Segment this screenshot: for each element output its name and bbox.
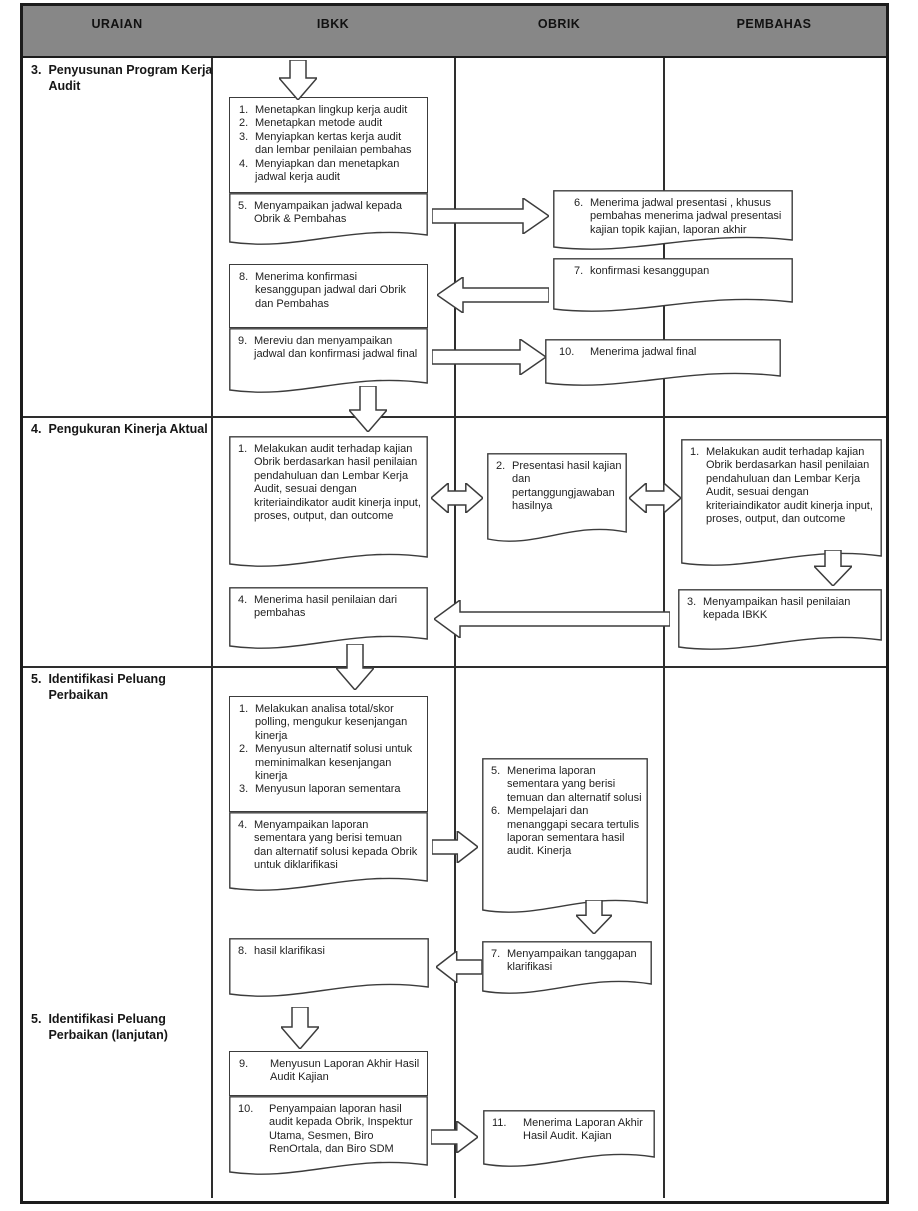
- document-box-s5-ibkk-4: [229, 812, 428, 894]
- item-text: Menerima hasil penilaian dari pembahas: [254, 594, 398, 620]
- flow-arrow-left-icon: [434, 600, 670, 638]
- item-number: 6.: [574, 197, 584, 209]
- item-text: konfirmasi kesanggupan: [590, 265, 710, 277]
- document-box-s3-obrik-10: [545, 339, 781, 389]
- document-box-s3-ibkk-5: [229, 193, 428, 248]
- flow-arrow-down-icon: [814, 550, 852, 586]
- section-title: Identifikasi Peluang Perbaikan: [48, 672, 166, 702]
- item-number: 4.: [239, 157, 249, 170]
- row-divider-1: [23, 416, 886, 418]
- item-text: Menyusun Laporan Akhir Hasil Audit Kajian: [270, 1058, 420, 1084]
- item-text: Melakukan audit terhadap kajian Obrik berdasarkan hasil penilaian pendahuluan dan Lembar Kerja Audit, sesuai dengan kriteriaindikator audit kinerja input, proses, output, dan outcome: [706, 446, 873, 526]
- flow-arrow-right-icon: [431, 1121, 478, 1153]
- document-box-s4-ibkk-1: [229, 436, 428, 570]
- item-number: 3.: [239, 130, 249, 143]
- item-text: Menyiapkan kertas kerja audit dan lembar penilaian pembahas: [255, 130, 412, 157]
- flow-arrow-down-icon: [279, 60, 317, 100]
- flow-arrow-down-icon: [349, 386, 387, 432]
- header-cell-uraian: URAIAN: [91, 17, 143, 31]
- document-box-s3-obrik-6: [553, 190, 793, 253]
- document-box-s4-pembahas-3: [678, 589, 882, 653]
- item-text: Menyusun laporan sementara: [255, 783, 401, 796]
- item-number: 3.: [687, 596, 697, 608]
- item-number: 5.: [238, 200, 248, 212]
- item-text: Menyampaikan tanggapan klarifikasi: [507, 948, 637, 974]
- flow-arrow-right-icon: [432, 198, 549, 234]
- item-text: Mempelajari dan menanggapi secara tertulis laporan sementara hasil audit. Kinerja: [507, 805, 640, 858]
- item-number: 8.: [239, 271, 249, 283]
- flow-arrow-left-icon: [436, 951, 482, 983]
- flow-arrow-left-icon: [437, 277, 549, 313]
- document-box-s5-ibkk-8: [229, 938, 429, 1000]
- flow-arrow-double-horizontal-icon: [431, 483, 483, 513]
- table-header: [23, 6, 886, 58]
- item-text: Mereviu dan menyampaikan jadwal dan konfirmasi jadwal final: [254, 335, 418, 361]
- header-cell-ibkk: IBKK: [316, 17, 350, 31]
- item-text: Penyampaian laporan hasil audit kepada Obrik, Inspektur Utama, Sesmen, Biro RenOrtala, dan Biro SDM: [269, 1103, 413, 1156]
- header-cell-obrik: OBRIK: [537, 17, 581, 31]
- item-text: Menerima Laporan Akhir Hasil Audit. Kajian: [523, 1117, 643, 1143]
- section-label-5: [31, 671, 213, 703]
- document-box-s5b-obrik-11: [483, 1110, 655, 1170]
- item-number: 10.: [559, 346, 575, 358]
- header-cell-pembahas: PEMBAHAS: [736, 17, 812, 31]
- item-text: hasil klarifikasi: [254, 945, 325, 957]
- item-text: Melakukan audit terhadap kajian Obrik berdasarkan hasil penilaian pendahuluan dan Lembar Kerja Audit, sesuai dengan kriteriaindikator audit kinerja input, proses, output, dan outcome: [254, 443, 421, 523]
- item-text: Presentasi hasil kajian dan pertanggungjawaban hasilnya: [512, 460, 622, 513]
- item-text: Menyampaikan jadwal kepada Obrik & Pembahas: [254, 200, 402, 226]
- item-text: Menerima laporan sementara yang berisi temuan dan alternatif solusi: [507, 765, 642, 804]
- section-number: 5.: [31, 672, 42, 686]
- item-number: 1.: [238, 443, 248, 455]
- item-number: 9.: [239, 1058, 249, 1070]
- document-box-s4-ibkk-4: [229, 587, 428, 652]
- item-text: Menetapkan metode audit: [255, 117, 383, 130]
- item-number: 2.: [239, 117, 249, 130]
- item-number: 7.: [574, 265, 584, 277]
- document-box-s3-ibkk-9: [229, 328, 428, 396]
- item-text: Menyampaikan laporan sementara yang berisi temuan dan alternatif solusi kepada Obrik untuk diklarifikasi: [254, 819, 418, 872]
- flow-arrow-down-icon: [281, 1007, 319, 1049]
- item-number: 2.: [496, 460, 506, 472]
- flow-arrow-down-icon: [576, 900, 612, 934]
- item-number: 9.: [238, 335, 248, 347]
- item-number: 1.: [690, 446, 700, 458]
- item-number: 3.: [239, 783, 249, 796]
- document-box-s3-obrik-7: [553, 258, 793, 315]
- section-title: Identifikasi Peluang Perbaikan (lanjutan): [48, 1012, 168, 1042]
- row-divider-2: [23, 666, 886, 668]
- item-number: 8.: [238, 945, 248, 957]
- item-text: Menyusun alternatif solusi untuk meminimalkan kesenjangan kinerja: [255, 743, 413, 783]
- item-text: Menyiapkan dan menetapkan jadwal kerja audit: [255, 157, 400, 184]
- document-box-s5-obrik-7: [482, 941, 652, 997]
- item-number: 2.: [239, 743, 249, 756]
- process-box-s3-ibkk-steps: [229, 97, 428, 193]
- item-number: 4.: [238, 594, 248, 606]
- item-number: 1.: [239, 703, 249, 715]
- flow-arrow-down-icon: [336, 644, 374, 690]
- item-number: 1.: [239, 104, 249, 116]
- item-number: 5.: [491, 765, 501, 777]
- item-number: 11.: [492, 1117, 507, 1129]
- item-text: Menerima jadwal final: [590, 346, 697, 358]
- document-box-s5b-ibkk-10: [229, 1096, 428, 1178]
- item-text: Menetapkan lingkup kerja audit: [255, 104, 408, 116]
- item-text: Melakukan analisa total/skor polling, mengukur kesenjangan kinerja: [255, 703, 408, 742]
- section-number: 5.: [31, 1012, 42, 1026]
- section-title: Penyusunan Program Kerja Audit: [48, 63, 213, 93]
- document-box-s4-obrik-2: [487, 453, 627, 545]
- document-box-s5-obrik-5-6: [482, 758, 648, 916]
- item-number: 6.: [491, 805, 501, 818]
- process-box-s5b-ibkk-9: [229, 1051, 428, 1096]
- section-label-5-lanjutan: [31, 1011, 213, 1043]
- section-title: Pengukuran Kinerja Aktual: [48, 422, 208, 436]
- item-text: Menerima jadwal presentasi , khusus pembahas menerima jadwal presentasi kajian topik kajian, laporan akhir: [590, 197, 782, 236]
- section-number: 3.: [31, 63, 42, 77]
- section-label-4: [31, 421, 213, 437]
- flow-arrow-right-icon: [432, 339, 546, 375]
- item-number: 4.: [238, 819, 248, 831]
- process-box-s5-ibkk-steps: [229, 696, 428, 812]
- section-number: 4.: [31, 422, 42, 436]
- item-text: Menyampaikan hasil penilaian kepada IBKK: [703, 596, 851, 622]
- item-number: 7.: [491, 948, 501, 960]
- flow-arrow-double-horizontal-icon: [629, 483, 681, 513]
- process-box-s3-ibkk-8: [229, 264, 428, 328]
- flow-arrow-right-icon: [432, 831, 478, 863]
- item-number: 10.: [238, 1103, 254, 1115]
- item-text: Menerima konfirmasi kesanggupan jadwal dari Obrik dan Pembahas: [255, 271, 407, 310]
- section-label-3: [31, 62, 213, 94]
